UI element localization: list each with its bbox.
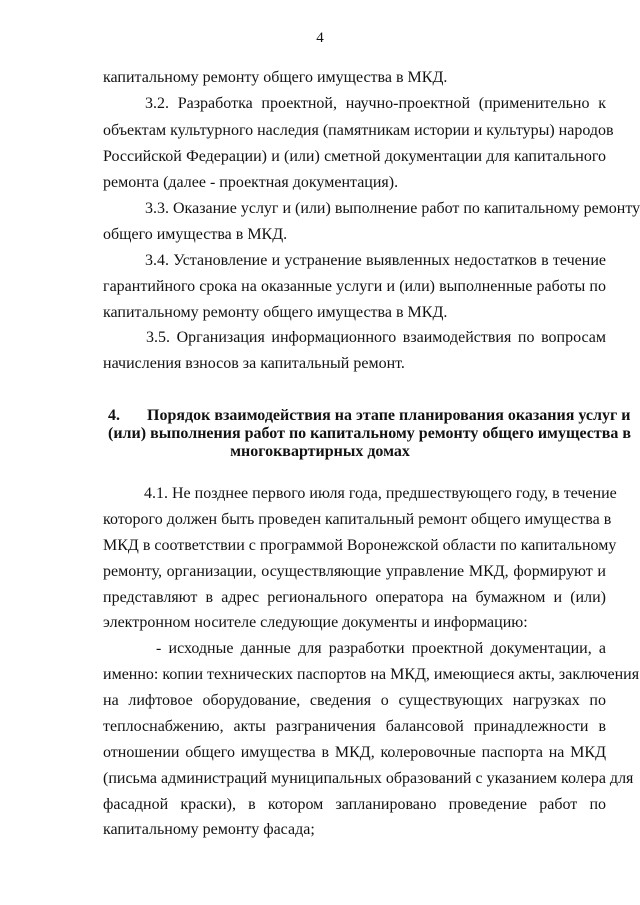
text-line: общего имущества в МКД. [103,226,288,243]
text-line: (письма администраций муниципальных образований с указанием колера для [103,770,634,787]
text-line: капитальному ремонту общего имущества в МКД. [103,304,448,321]
section-number: 4. [108,407,120,424]
text-line: электронном носителе следующие документы и информацию: [103,614,528,631]
text-line: капитальному ремонту общего имущества в МКД. [103,69,448,86]
text-line: объектам культурного наследия (памятникам истории и культуры) народов [103,122,614,139]
paragraph-4-1-line: 4.1. Не позднее первого июля года, предшествующего году, в течение [144,485,617,502]
text-line: капитальному ремонту фасада; [103,821,315,838]
text-line: фасадной краски), в котором запланировано проведение работ по [103,796,606,813]
text-line: именно: копии технических паспортов на МКД, имеющиеся акты, заключения [103,666,640,683]
text-line: которого должен быть проведен капитальный ремонт общего имущества в [103,511,612,528]
text-line: гарантийного срока на оказанные услуги и (или) выполненные работы по [103,278,606,295]
text-line: Российской Федерации) и (или) сметной документации для капитального [103,148,606,165]
text-line: отношении общего имущества в МКД, колеровочные паспорта на МКД [103,744,606,761]
text-line: ремонта (далее - проектная документация). [103,174,399,191]
text-line: начисления взносов за капитальный ремонт. [103,355,405,372]
text-line: теплоснабжению, акты разграничения балансовой принадлежности в [103,718,606,735]
section-heading-line-3: многоквартирных домах [230,443,410,460]
text-line: на лифтовое оборудование, сведения о существующих нагрузках по [103,692,606,709]
text-line: ремонту, организации, осуществляющие управление МКД, формируют и [103,563,606,580]
section-heading-line-2: (или) выполнения работ по капитальному ремонту общего имущества в [108,425,631,442]
paragraph-3-3-line: 3.3. Оказание услуг и (или) выполнение работ по капитальному ремонту [145,200,640,217]
text-line: представляют в адрес регионального оператора на бумажном и (или) [103,589,606,606]
paragraph-3-5-line: 3.5. Организация информационного взаимодействия по вопросам [146,329,606,346]
paragraph-3-2-line: 3.2. Разработка проектной, научно-проектной (применительно к [145,95,606,112]
page-number: 4 [316,30,324,46]
text-line: МКД в соответствии с программой Воронежской области по капитальному [103,537,617,554]
section-heading-line-1: Порядок взаимодействия на этапе планирования оказания услуг и [147,407,631,424]
paragraph-3-4-line: 3.4. Установление и устранение выявленных недостатков в течение [145,252,606,269]
list-item-line: - исходные данные для разработки проектной документации, а [156,640,606,657]
